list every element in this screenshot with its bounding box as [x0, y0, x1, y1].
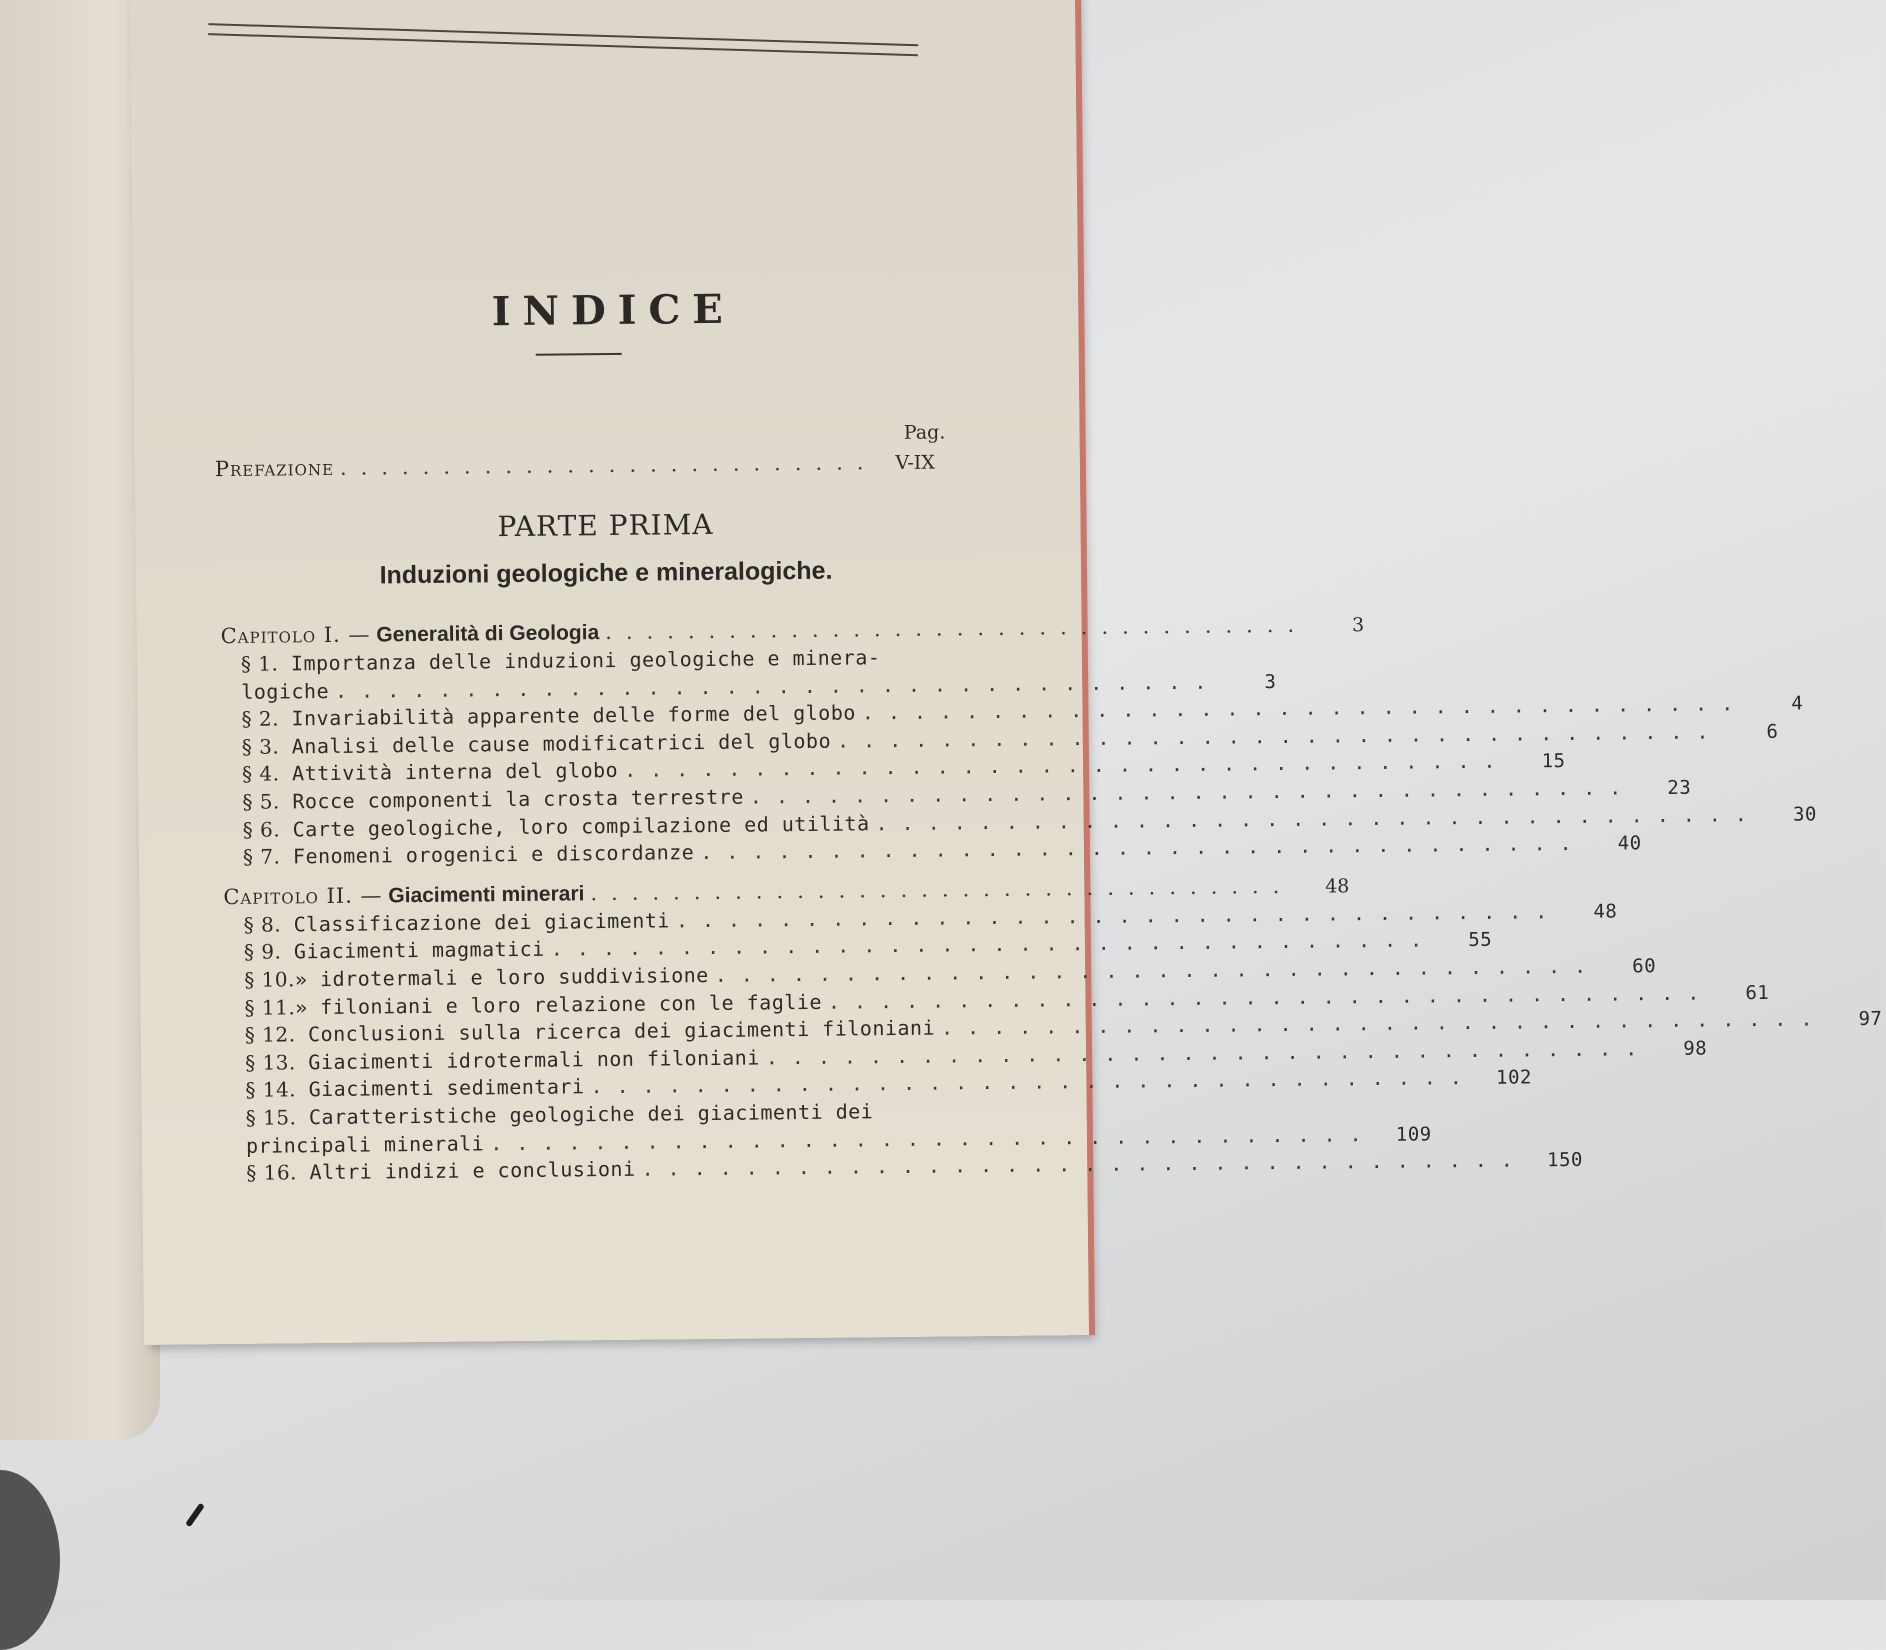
section-page: 55 — [1468, 929, 1493, 952]
dot-leader: .................................. — [714, 953, 1601, 987]
dot-leader: .................................. — [550, 927, 1437, 962]
section-number: § 13. — [245, 1050, 296, 1075]
section-number: § 4. — [241, 761, 280, 787]
section-page: 60 — [1632, 955, 1657, 978]
section-title-cont: principali minerali — [245, 1130, 485, 1158]
toc-entry-section[interactable] — [244, 953, 1657, 992]
dot-leader: .................................. — [827, 980, 1714, 1014]
section-number: § 7. — [242, 844, 281, 870]
part-title: PARTE PRIMA — [497, 507, 714, 544]
dot-leader: .................................. — [334, 669, 1221, 703]
dot-leader: .................................. — [605, 612, 1309, 645]
toc-entry-preface[interactable] — [215, 450, 935, 482]
toc-entry-section[interactable] — [243, 898, 1618, 937]
toc-entry-section[interactable] — [241, 645, 941, 676]
ditto-mark: » — [295, 994, 308, 1019]
dot-leader: .................................. — [590, 873, 1294, 906]
section-number: § 14. — [245, 1077, 297, 1103]
section-page: 40 — [1617, 832, 1642, 855]
preface-label: Prefazione — [214, 455, 335, 482]
header-rule — [208, 23, 918, 56]
section-title: Importanza delle induzioni geologiche e minera- — [278, 645, 881, 676]
chapter2-page: 48 — [1325, 875, 1350, 898]
section-page: 15 — [1541, 750, 1566, 773]
section-page: 97 — [1858, 1007, 1883, 1031]
section-title: Rocce componenti la crosta terrestre — [279, 784, 744, 814]
section-number: § 8. — [243, 912, 282, 937]
chapter2-heading[interactable] — [223, 873, 1350, 910]
section-title: Caratteristiche geologiche dei giacimenti dei — [296, 1099, 874, 1130]
toc-entry-section[interactable] — [246, 1147, 1584, 1186]
section-page: 4 — [1791, 692, 1804, 715]
toc-entry-section[interactable] — [241, 748, 1566, 787]
section-title: Classificazione dei giacimenti — [281, 908, 671, 937]
section-title: idrotermali e loro suddivisione — [307, 962, 709, 992]
part-subtitle: Induzioni geologiche e mineralogiche. — [379, 556, 833, 590]
dot-leader: .................................. — [765, 1035, 1652, 1070]
toc-entry-continuation[interactable] — [241, 669, 1277, 704]
section-page: 23 — [1667, 776, 1692, 799]
section-page: 61 — [1745, 981, 1770, 1004]
section-number: § 11. — [244, 994, 296, 1020]
section-page: 102 — [1495, 1066, 1533, 1090]
section-number: § 5. — [242, 789, 280, 814]
section-page: 98 — [1683, 1037, 1708, 1060]
dot-leader: .................................. — [861, 691, 1748, 725]
toc-entry-section[interactable] — [244, 980, 1770, 1020]
pag-label: Pag. — [903, 421, 946, 444]
section-page: 150 — [1546, 1149, 1584, 1172]
chapter2-title: Giacimenti minerari — [382, 882, 585, 908]
preface-pages: V-IX — [895, 451, 936, 475]
toc-entry-continuation[interactable] — [245, 1121, 1432, 1158]
section-number: § 9. — [243, 939, 282, 965]
toc-entry-section[interactable] — [242, 775, 1692, 814]
section-page: 6 — [1766, 720, 1779, 743]
toc-entry-section[interactable] — [242, 830, 1642, 870]
section-title: Carte geologiche, loro compilazione ed utilità — [280, 810, 870, 842]
section-title: Giacimenti magmatici — [281, 937, 545, 964]
toc-entry-section[interactable] — [245, 1065, 1533, 1103]
section-page: 109 — [1395, 1123, 1432, 1146]
book-page — [130, 0, 1883, 1345]
section-title: Conclusioni sulla ricerca dei giacimenti filoniani — [295, 1015, 936, 1047]
dot-leader: .................................. — [641, 1147, 1528, 1181]
section-number: § 1. — [240, 651, 279, 676]
section-number: § 2. — [241, 706, 280, 732]
pen-mark — [185, 1503, 205, 1528]
toc-entry-section[interactable] — [242, 801, 1818, 842]
chapter1-title: Generalità di Geologia — [370, 621, 600, 647]
section-title: Giacimenti sedimentari — [295, 1074, 585, 1102]
section-title: Attività interna del globo — [279, 758, 619, 786]
section-title: filoniani e loro relazione con le faglie — [307, 989, 823, 1019]
section-number: § 12. — [244, 1022, 296, 1048]
section-number: § 16. — [246, 1160, 298, 1186]
section-number: § 3. — [241, 734, 280, 759]
section-page: 3 — [1264, 670, 1277, 693]
section-title: Fenomeni orogenici e discordanze — [280, 840, 695, 869]
toc-entry-section[interactable] — [245, 1035, 1708, 1075]
dot-leader: .................................. — [675, 898, 1562, 933]
section-page: 48 — [1593, 900, 1618, 923]
section-title-cont: logiche — [241, 678, 330, 704]
dot-leader: .................................. — [836, 719, 1723, 753]
dot-leader: .................................. — [624, 748, 1510, 783]
shadow — [0, 1470, 60, 1650]
title-rule — [536, 353, 622, 356]
chapter1-page: 3 — [1351, 614, 1365, 637]
dot-leader: .................................. — [940, 1006, 1827, 1040]
section-number: § 10. — [244, 967, 296, 992]
section-number: § 15. — [245, 1105, 297, 1130]
toc-entry-section[interactable] — [246, 1099, 946, 1130]
dot-leader: .................................. — [490, 1121, 1376, 1155]
section-title: Analisi delle cause modificatrici del globo — [279, 728, 832, 759]
dot-leader: .......................... — [339, 450, 878, 480]
section-title: Altri indizi e conclusioni — [296, 1156, 636, 1185]
dot-leader: .................................. — [700, 830, 1586, 865]
toc-entry-section[interactable] — [243, 927, 1493, 965]
dot-leader: .................................. — [749, 775, 1636, 809]
chapter2-label: Capitolo II. — — [223, 883, 383, 909]
section-number: § 6. — [242, 817, 281, 842]
chapter1-heading[interactable] — [220, 612, 1365, 650]
toc-entry-section[interactable] — [241, 719, 1779, 759]
page-title: INDICE — [491, 285, 736, 336]
section-page: 30 — [1792, 802, 1818, 826]
chapter1-label: Capitolo I. — — [220, 622, 371, 649]
dot-leader: .................................. — [875, 801, 1762, 835]
section-title: Giacimenti idrotermali non filoniani — [295, 1045, 760, 1075]
ditto-mark: » — [294, 967, 308, 992]
section-title: Invariabilità apparente delle forme del globo — [278, 700, 856, 731]
dot-leader: .................................. — [590, 1065, 1477, 1099]
